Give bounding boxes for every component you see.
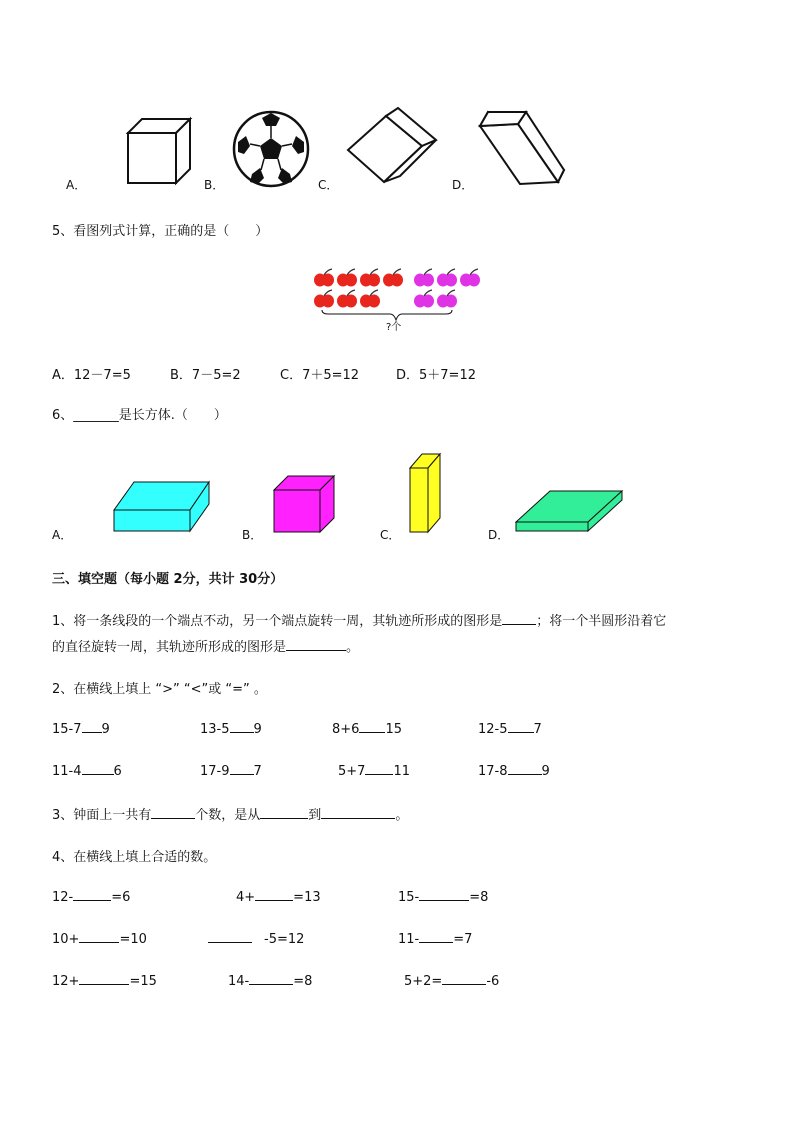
- expr: 12+: [52, 974, 80, 989]
- q5-option-d: D．5＋7=12: [396, 368, 476, 383]
- f1-line1: [52, 610, 666, 629]
- brace-label: ?个: [386, 322, 402, 333]
- f2-stem: 2、在横线上填上 “>” “<”或 “=” 。: [52, 682, 267, 697]
- f4-stem: 4、在横线上填上合适的数。: [52, 850, 217, 865]
- f1-line1-text-b: ；将一个半圆形沿着它: [536, 614, 667, 629]
- value: 9: [541, 764, 550, 779]
- blank-line[interactable]: [73, 888, 111, 901]
- compare-item: [52, 720, 110, 737]
- fill-item: [236, 888, 321, 905]
- f3-line: [52, 804, 408, 823]
- compare-item: [200, 762, 262, 779]
- expr: 15-7: [52, 722, 82, 737]
- q5-option-b: B．7－5=2: [170, 368, 241, 383]
- apple-icon: [337, 269, 357, 287]
- blank-line[interactable]: [208, 930, 252, 943]
- tilted-cuboid-icon: [472, 104, 568, 190]
- value: =6: [111, 890, 131, 905]
- q5-option-a: A．12－7=5: [52, 368, 131, 383]
- q6-option-b-label: B．: [242, 528, 263, 542]
- apple-icon: [414, 290, 434, 308]
- blank-line[interactable]: [365, 762, 393, 775]
- q6-option-a-label: A．: [52, 528, 73, 542]
- value: -5=12: [264, 932, 305, 947]
- q5-option-c: C．7＋5=12: [280, 368, 360, 383]
- fill-item: [52, 930, 147, 947]
- value: =10: [119, 932, 147, 947]
- expr: 13-5: [200, 722, 230, 737]
- blank-line[interactable]: [255, 888, 293, 901]
- expr: 14-: [228, 974, 250, 989]
- f1-line2: [52, 636, 359, 655]
- value: =13: [293, 890, 321, 905]
- fill-item: [398, 930, 472, 947]
- expr: 5+7: [338, 764, 366, 779]
- section3-title: 三、填空题（每小题 2分，共计 30分）: [52, 572, 284, 587]
- fill-item: [398, 888, 488, 905]
- apple-icon: [437, 269, 457, 287]
- blank-line[interactable]: [508, 762, 542, 775]
- apple-icon: [437, 290, 457, 308]
- blank-line[interactable]: [82, 720, 102, 733]
- expr: 12-5: [478, 722, 508, 737]
- apple-icon: [383, 269, 403, 287]
- q4-option-c-label: C．: [318, 178, 339, 192]
- cube-icon: [118, 113, 194, 187]
- yellow-tall-cuboid-icon: [408, 452, 446, 534]
- value: 7: [253, 764, 262, 779]
- expr: 17-9: [200, 764, 230, 779]
- value: 15: [385, 722, 402, 737]
- expr: 11-: [398, 932, 420, 947]
- value: =15: [129, 974, 157, 989]
- q5-stem: 5、看图列式计算，正确的是（ ）: [52, 224, 269, 239]
- blank-line[interactable]: [260, 806, 308, 819]
- f3-text-c: 到: [308, 808, 322, 823]
- blank-line[interactable]: [249, 972, 293, 985]
- soccer-ball-icon: [230, 108, 312, 190]
- q4-option-a-label: A．: [66, 178, 87, 192]
- fill-item: [52, 888, 130, 905]
- blank-line[interactable]: [79, 930, 119, 943]
- fill-item: [228, 972, 312, 989]
- expr: 17-8: [478, 764, 508, 779]
- f3-text-d: 。: [395, 808, 409, 823]
- value: =8: [469, 890, 489, 905]
- blank-line[interactable]: [508, 720, 534, 733]
- apple-icon: [360, 290, 380, 308]
- f1-line2-text-a: 的直径旋转一周，其轨迹所形成的图形是: [52, 640, 287, 655]
- f1-line2-text-b: 。: [346, 640, 360, 655]
- fill-item: [52, 972, 157, 989]
- q4-option-b-label: B．: [204, 178, 225, 192]
- blank-line[interactable]: [151, 806, 195, 819]
- value: =8: [293, 974, 313, 989]
- apple-icon: [460, 269, 480, 287]
- expr: 12-: [52, 890, 74, 905]
- blank-line[interactable]: [321, 806, 395, 819]
- blank-line[interactable]: [419, 930, 453, 943]
- f1-line1-text-a: 1、将一条线段的一个端点不动，另一个端点旋转一周，其轨迹所形成的图形是: [52, 614, 503, 629]
- value: 11: [393, 764, 410, 779]
- apple-icon: [337, 290, 357, 308]
- value: 6: [113, 764, 122, 779]
- blank-line[interactable]: [359, 720, 385, 733]
- blank-line[interactable]: [82, 762, 114, 775]
- value: 9: [253, 722, 262, 737]
- blank-line[interactable]: [442, 972, 486, 985]
- blank-line[interactable]: [419, 888, 469, 901]
- apple-icon: [314, 269, 334, 287]
- q6-stem: 6、_______是长方体.（ ）: [52, 408, 227, 423]
- tilted-cube-icon: [340, 104, 442, 188]
- compare-item: [478, 762, 550, 779]
- compare-item: [332, 720, 402, 737]
- expr: 15-: [398, 890, 420, 905]
- expr: 11-4: [52, 764, 82, 779]
- apple-icon: [314, 290, 334, 308]
- blank-line[interactable]: [79, 972, 129, 985]
- blank-line[interactable]: [230, 762, 254, 775]
- value: =7: [453, 932, 473, 947]
- q6-option-c-label: C．: [380, 528, 401, 542]
- apple-icon: [414, 269, 434, 287]
- compare-item: [338, 762, 410, 779]
- green-flat-cuboid-icon: [514, 488, 626, 534]
- blank-line[interactable]: [286, 638, 346, 651]
- f3-text-b: 个数，是从: [195, 808, 261, 823]
- expr: 4+: [236, 890, 256, 905]
- compare-item: [52, 762, 122, 779]
- fill-item: [404, 972, 499, 989]
- expr: 8+6: [332, 722, 360, 737]
- q4-option-d-label: D．: [452, 178, 474, 192]
- value: -6: [486, 974, 500, 989]
- value: 9: [101, 722, 110, 737]
- compare-item: [478, 720, 542, 737]
- blank-line[interactable]: [502, 612, 536, 625]
- compare-item: [200, 720, 262, 737]
- expr: 5+2=: [404, 974, 443, 989]
- blank-line[interactable]: [230, 720, 254, 733]
- magenta-cube-icon: [272, 474, 338, 534]
- q6-option-d-label: D．: [488, 528, 510, 542]
- fill-item: [208, 930, 304, 947]
- cyan-flat-cuboid-icon: [112, 478, 212, 534]
- f3-text-a: 3、钟面上一共有: [52, 808, 152, 823]
- value: 7: [533, 722, 542, 737]
- expr: 10+: [52, 932, 80, 947]
- apple-icon: [360, 269, 380, 287]
